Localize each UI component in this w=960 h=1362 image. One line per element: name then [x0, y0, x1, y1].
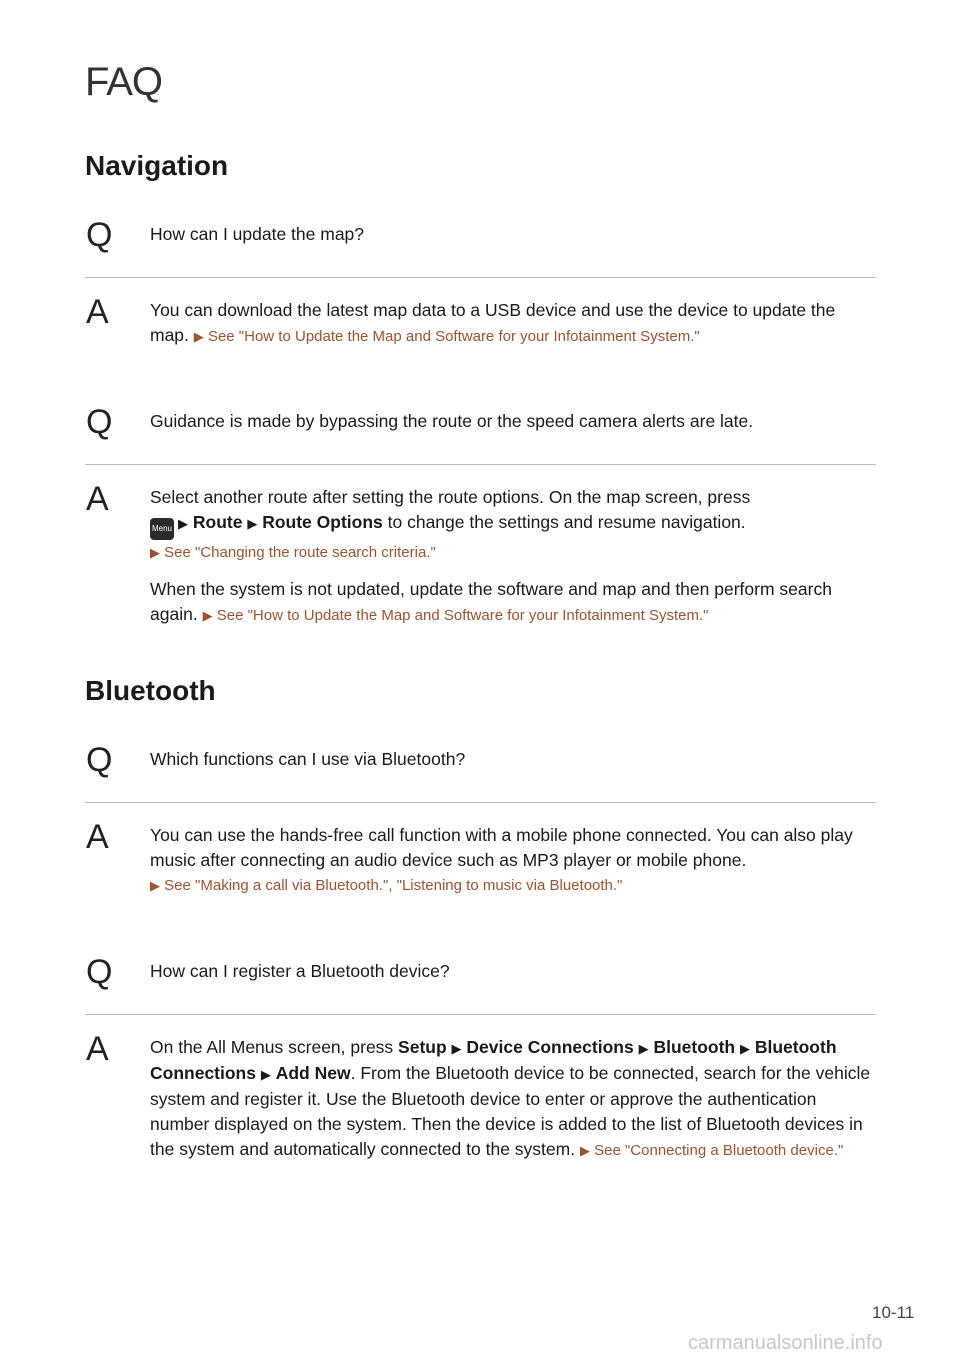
arrow-right-icon: ▶ — [150, 545, 160, 560]
answer-body: Select another route after setting the route options. On the map screen, press — [150, 487, 751, 507]
answer-body-2: When the system is not updated, update the software and map and then perform search again. — [150, 579, 832, 624]
question-label: Q — [86, 216, 113, 254]
arrow-right-icon: ▶ — [150, 878, 160, 893]
answer-text — [150, 485, 876, 628]
arrow-right-icon: ▶ — [247, 516, 258, 531]
cross-reference-link[interactable] — [580, 1142, 843, 1159]
cross-reference-text: See "Connecting a Bluetooth device." — [594, 1142, 844, 1159]
answer-label: A — [86, 480, 109, 518]
cross-reference-link[interactable] — [194, 328, 700, 345]
page-title: FAQ — [85, 60, 163, 104]
arrow-right-icon: ▶ — [178, 516, 188, 531]
menu-path-bluetooth-connections: Bluetooth Connections — [150, 1037, 837, 1083]
section-title-navigation: Navigation — [85, 150, 229, 181]
answer-body-cont: to change the settings and resume navigation. — [387, 512, 746, 532]
answer-body: On the All Menus screen, press — [150, 1037, 394, 1057]
question-text: Which functions can I use via Bluetooth? — [150, 749, 466, 769]
arrow-right-icon: ▶ — [260, 1067, 271, 1082]
cross-reference-link[interactable] — [150, 873, 876, 898]
answer-label: A — [86, 1030, 109, 1068]
menu-path-route-options: Route Options — [262, 512, 383, 532]
arrow-right-icon: ▶ — [202, 608, 213, 623]
qa-divider — [85, 1014, 876, 1015]
menu-path-add-new: Add New — [275, 1063, 351, 1083]
arrow-right-icon: ▶ — [579, 1143, 590, 1158]
answer-text — [150, 1035, 876, 1163]
answer-body: You can use the hands-free call function with a mobile phone connected. You can also play music after connecting an audio device such as MP3 player or mobile phone. — [150, 825, 853, 870]
answer-text — [150, 823, 876, 898]
page-number: 10-11 — [872, 1303, 915, 1322]
answer-label: A — [86, 818, 109, 856]
arrow-right-icon: ▶ — [638, 1041, 649, 1056]
question-text: How can I update the map? — [150, 224, 365, 244]
menu-path-route: Route — [192, 512, 243, 532]
answer-paragraph-2 — [150, 577, 876, 628]
question-label: Q — [86, 403, 113, 441]
answer-body: You can download the latest map data to a USB device and use the device to update the map. — [150, 300, 836, 345]
arrow-right-icon: ▶ — [193, 329, 204, 344]
menu-path-bluetooth: Bluetooth — [653, 1037, 736, 1057]
section-title-bluetooth: Bluetooth — [85, 675, 216, 706]
question-label: Q — [86, 953, 113, 991]
menu-key-icon: Menu — [150, 518, 174, 540]
answer-body-cont: . From the Bluetooth device to be connected, search for the vehicle system and register it. Use the Bluetooth device to enter or approve the authentication number displayed on the system. Then the device is added to the list of Bluetooth devices in the system and automatically connected to the system. — [150, 1063, 871, 1159]
cross-reference-link[interactable] — [150, 540, 876, 565]
menu-path-setup: Setup — [398, 1037, 447, 1057]
cross-reference-text: See "How to Update the Map and Software for your Infotainment System." — [207, 328, 700, 345]
answer-label: A — [86, 293, 109, 331]
arrow-right-icon: ▶ — [451, 1041, 462, 1056]
qa-divider — [85, 277, 876, 278]
question-label: Q — [86, 741, 113, 779]
arrow-right-icon: ▶ — [739, 1041, 750, 1056]
answer-text — [150, 298, 876, 349]
qa-divider — [85, 464, 876, 465]
cross-reference-text: See "How to Update the Map and Software for your Infotainment System." — [216, 607, 709, 624]
watermark: carmanualsonline.info — [688, 1332, 883, 1354]
question-text: How can I register a Bluetooth device? — [150, 961, 450, 981]
cross-reference-text: See "Making a call via Bluetooth.", "Listening to music via Bluetooth." — [164, 877, 623, 894]
cross-reference-link[interactable] — [203, 607, 709, 624]
cross-reference-text: See "Changing the route search criteria." — [164, 544, 436, 561]
qa-divider — [85, 802, 876, 803]
menu-path-device-connections: Device Connections — [466, 1037, 634, 1057]
question-text: Guidance is made by bypassing the route or the speed camera alerts are late. — [150, 411, 754, 431]
